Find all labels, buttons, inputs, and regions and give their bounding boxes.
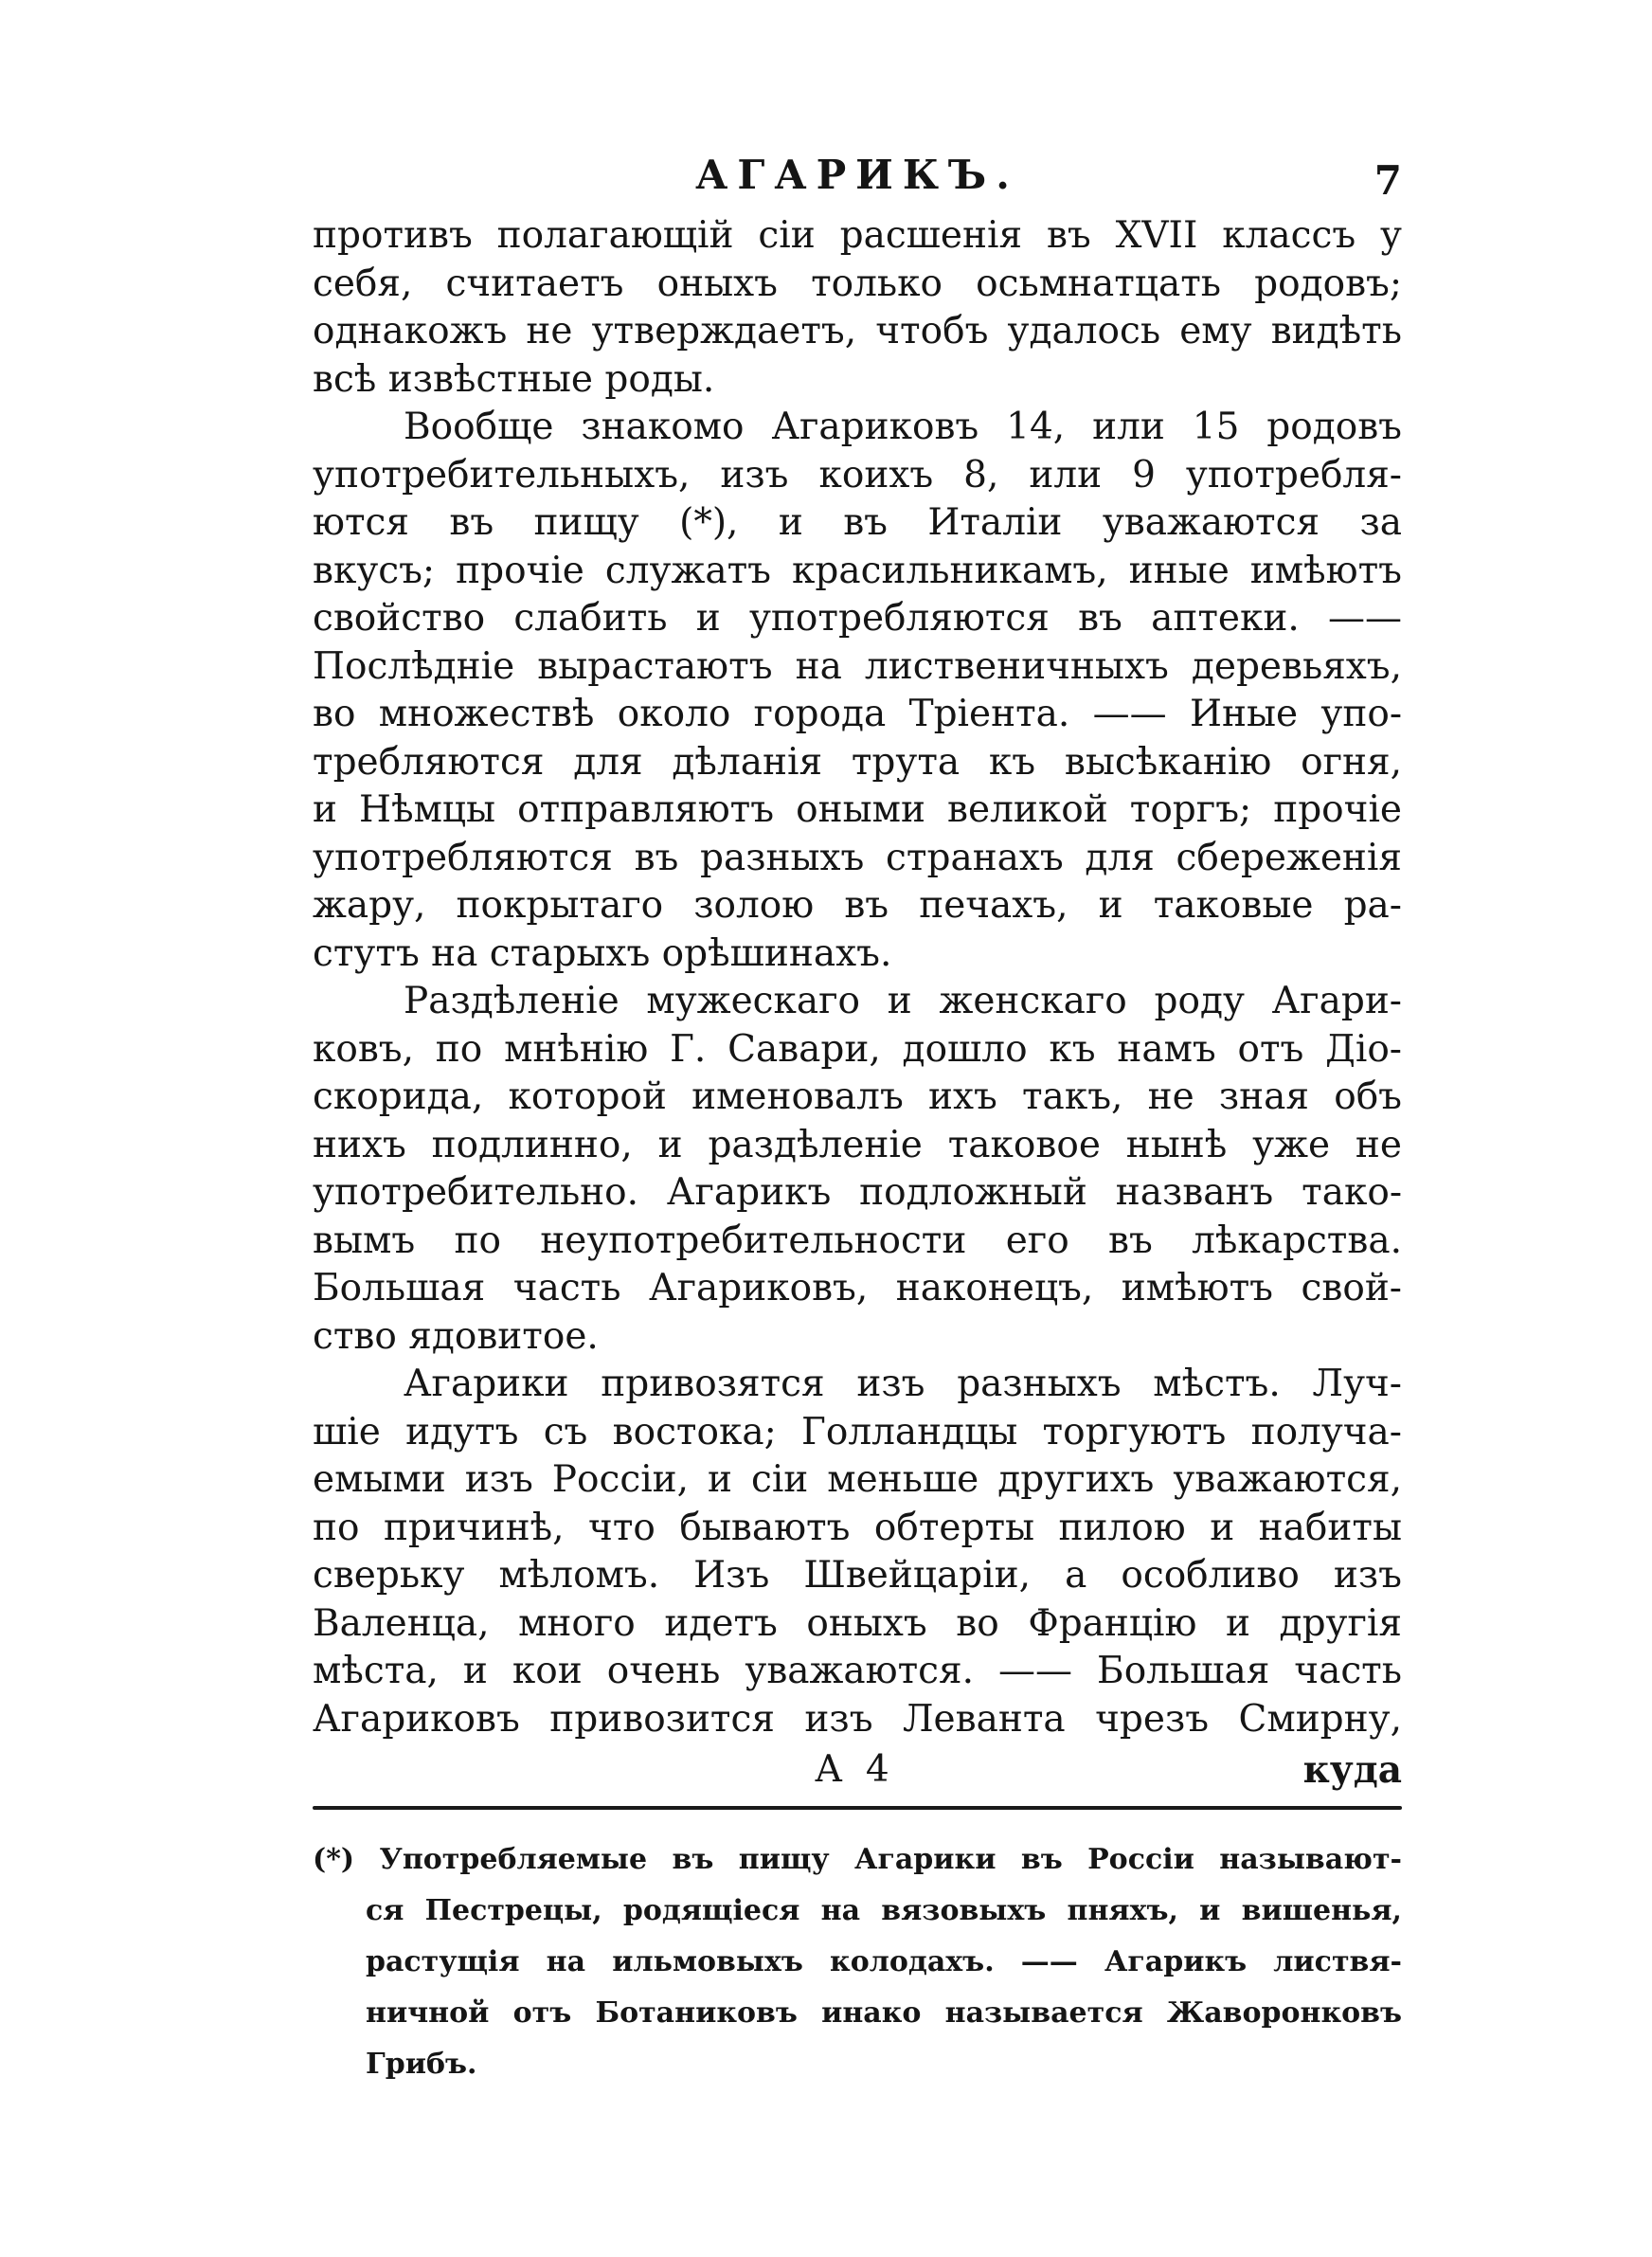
paragraph-3 xyxy=(313,978,1402,1361)
text-line: сверьку мѣломъ. Изъ Швейцаріи, а особливо изъ xyxy=(313,1554,1402,1597)
text-line: употребительныхъ, изъ коихъ 8, или 9 употребля- xyxy=(313,453,1402,497)
text-line: употребительно. Агарикъ подложный названъ тако- xyxy=(313,1171,1402,1214)
text-line: свойство слабить и употребляются въ аптеки. —— xyxy=(313,597,1402,640)
main-text xyxy=(313,212,1402,1743)
footnote-line: ничной отъ Ботаниковъ инако называется Жаворонковъ xyxy=(366,1996,1402,2030)
text-line: Раздѣленіе мужескаго и женскаго роду Агари- xyxy=(404,980,1402,1022)
text-line: шіе идутъ съ востока; Голландцы торгуютъ получа- xyxy=(313,1410,1402,1454)
book-page xyxy=(313,142,1402,2090)
text-line: мѣста, и кои очень уважаются. —— Большая часть xyxy=(313,1650,1402,1692)
text-line: во множествѣ около города Тріента. —— Иные упо- xyxy=(313,693,1402,735)
footnote-line: растущія на ильмовыхъ колодахъ. —— Агарикъ листвя- xyxy=(366,1945,1402,1978)
text-line: противъ полагающій сіи расшенія въ XVII классъ у xyxy=(313,214,1402,257)
text-line: и Нѣмцы отправляютъ оными великой торгъ; прочіе xyxy=(313,788,1402,831)
paragraph-4 xyxy=(313,1361,1402,1743)
text-line: всѣ извѣстные роды. xyxy=(313,357,715,401)
text-line: ются въ пищу (*), и въ Италіи уважаются за xyxy=(313,501,1402,544)
text-line: жару, покрытаго золою въ печахъ, и таковые ра- xyxy=(313,884,1402,927)
text-line: Большая часть Агариковъ, наконецъ, имѣютъ свой- xyxy=(313,1267,1402,1309)
text-line: Агарики привозятся изъ разныхъ мѣстъ. Луч- xyxy=(404,1363,1402,1405)
text-line: скорида, которой именовалъ ихъ такъ, не зная объ xyxy=(313,1075,1402,1118)
footnote xyxy=(313,1834,1402,2090)
paragraph-2 xyxy=(313,404,1402,978)
footnote-divider xyxy=(313,1806,1402,1810)
text-line: употребляются въ разныхъ странахъ для сбереженія xyxy=(313,836,1402,879)
text-line: Послѣдніе вырастаютъ на лиственичныхъ деревьяхъ, xyxy=(313,644,1402,688)
footnote-line: ся Пестрецы, родящіеся на вязовыхъ пняхъ, и вишенья, xyxy=(366,1894,1402,1927)
text-line: ковъ, по мнѣнію Г. Савари, дошло къ намъ отъ Діо- xyxy=(313,1027,1402,1071)
text-line: требляются для дѣланія трута къ высѣканію огня, xyxy=(313,740,1402,784)
text-line: вымъ по неупотребительности его въ лѣкарства. xyxy=(313,1219,1402,1262)
running-head xyxy=(313,142,1402,208)
footnote-line: Грибъ. xyxy=(366,2048,477,2081)
text-line: стутъ на старыхъ орѣшинахъ. xyxy=(313,931,892,975)
text-line: по причинѣ, что бываютъ обтерты пилою и набиты xyxy=(313,1506,1402,1549)
text-line: Агариковъ привозится изъ Леванта чрезъ Смирну, xyxy=(313,1697,1402,1741)
text-line: вкусъ; прочіе служатъ красильникамъ, иные имѣютъ xyxy=(313,549,1402,592)
page-number: 7 xyxy=(1374,157,1402,204)
footnote-line: (*) Употребляемые въ пищу Агарики въ Россіи называют- xyxy=(313,1843,1402,1876)
text-line: однакожъ не утверждаетъ, чтобъ удалось ему видѣть xyxy=(313,310,1402,352)
paragraph-1 xyxy=(313,212,1402,404)
text-line: Вообще знакомо Агариковъ 14, или 15 родовъ xyxy=(404,406,1402,448)
text-line: ство ядовитое. xyxy=(313,1314,599,1358)
text-line: нихъ подлинно, и раздѣленіе таковое нынѣ уже не xyxy=(313,1123,1402,1166)
text-line: себя, считаетъ оныхъ только осьмнатцать родовъ; xyxy=(313,262,1402,305)
catchword: куда xyxy=(1302,1748,1402,1792)
text-line: емыми изъ Россіи, и сіи меньше другихъ уважаются, xyxy=(313,1458,1402,1501)
text-line: Валенца, много идетъ оныхъ во Францію и другія xyxy=(313,1601,1402,1645)
signature-row xyxy=(313,1743,1402,1797)
running-head-title: АГАРИКЪ. xyxy=(695,152,1019,198)
signature-mark: А 4 xyxy=(815,1748,895,1791)
